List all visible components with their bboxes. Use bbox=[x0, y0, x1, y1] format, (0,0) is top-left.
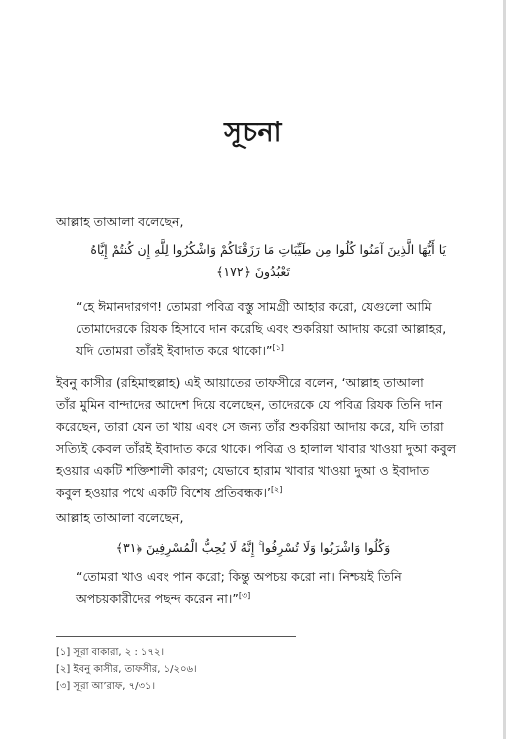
para-line: করেছেন, তারা যেন তা খায় এবং সে জন্য তাঁর শুকরিয়া আদায় করে, যদি তারা bbox=[56, 419, 444, 434]
quote-line bbox=[76, 588, 460, 610]
footnote-3: [৩] সূরা আ’রাফ, ৭/৩১। bbox=[56, 681, 156, 692]
quote-text: অপচয়কারীদের পছন্দ করেন না।” bbox=[76, 591, 239, 606]
footnote-ref-2[interactable]: [২] bbox=[270, 484, 283, 494]
footnote-ref-1[interactable]: [১] bbox=[272, 342, 284, 352]
footnote-2: [২] ইবনু কাসীর, তাফসীর, ১/২০৬। bbox=[56, 664, 197, 675]
intro-line-2: আল্লাহ তাআলা বলেছেন, bbox=[56, 510, 184, 525]
quote-line: তোমাদেরকে রিযক হিসাবে দান করেছি এবং শুকরিয়া আদায় করো আল্লাহর, bbox=[76, 321, 447, 336]
para-line bbox=[56, 482, 460, 504]
para-line: সত্যিই কেবল তাঁরই ইবাদাত করে থাকে। পবিত্র ও হালাল খাবার খাওয়া দুআ কবুল bbox=[56, 441, 457, 456]
para-line: হওয়ার একটি শক্তিশালী কারণ; যেভাবে হারাম খাবার খাওয়া দুআ ও ইবাদাত bbox=[56, 463, 430, 478]
quote-line bbox=[76, 340, 460, 362]
intro-line-1: আল্লাহ তাআলা বলেছেন, bbox=[56, 214, 184, 229]
arabic-verse-2: وَكُلُوا وَاشْرَبُوا وَلَا تُسْرِفُوا ۚ إِنَّهُ لَا يُحِبُّ الْمُسْرِفِينَ ﴿٣١﴾ bbox=[115, 540, 391, 555]
page-title: সূচনা bbox=[224, 117, 282, 148]
quote-line: “তোমরা খাও এবং পান করো; কিন্তু অপচয় করো না। নিশ্চয়ই তিনি bbox=[76, 569, 402, 584]
quote-line: “হে ঈমানদারগণ! তোমরা পবিত্র বস্তু সামগ্রী আহার করো, যেগুলো আমি bbox=[76, 299, 432, 314]
footnote-divider bbox=[56, 636, 296, 637]
arabic-verse-line-2: تَعْبُدُونَ ﴿١٧٢﴾ bbox=[216, 264, 290, 279]
footnote-ref-3[interactable]: [৩] bbox=[238, 590, 251, 600]
quote-text: যদি তোমরা তাঁরই ইবাদাত করে থাকো।” bbox=[76, 343, 273, 358]
footnote-1: [১] সূরা বাকারা, ২ : ১৭২। bbox=[56, 647, 165, 658]
tafsir-paragraph bbox=[56, 372, 460, 504]
arabic-verse-line-1: يَا أَيُّهَا الَّذِينَ آمَنُوا كُلُوا مِن طَيِّبَاتِ مَا رَزَقْنَاكُمْ وَاشْكُرُوا لِلَّهِ إِن كُنتُمْ إِيَّاهُ bbox=[90, 242, 446, 257]
translation-quote-1 bbox=[76, 296, 460, 362]
para-line: ইবনু কাসীর (রহিমাহুল্লাহ) এই আয়াতের তাফসীরে বলেন, ‘আল্লাহ তাআলা bbox=[56, 375, 424, 390]
para-line: তাঁর মুমিন বান্দাদের আদেশ দিয়ে বলেছেন, তাদেরকে যে পবিত্র রিযক তিনি দান bbox=[56, 397, 443, 412]
translation-quote-2 bbox=[76, 566, 460, 610]
para-text: কবুল হওয়ার পথে একটি বিশেষ প্রতিবন্ধক।’ bbox=[56, 485, 271, 500]
